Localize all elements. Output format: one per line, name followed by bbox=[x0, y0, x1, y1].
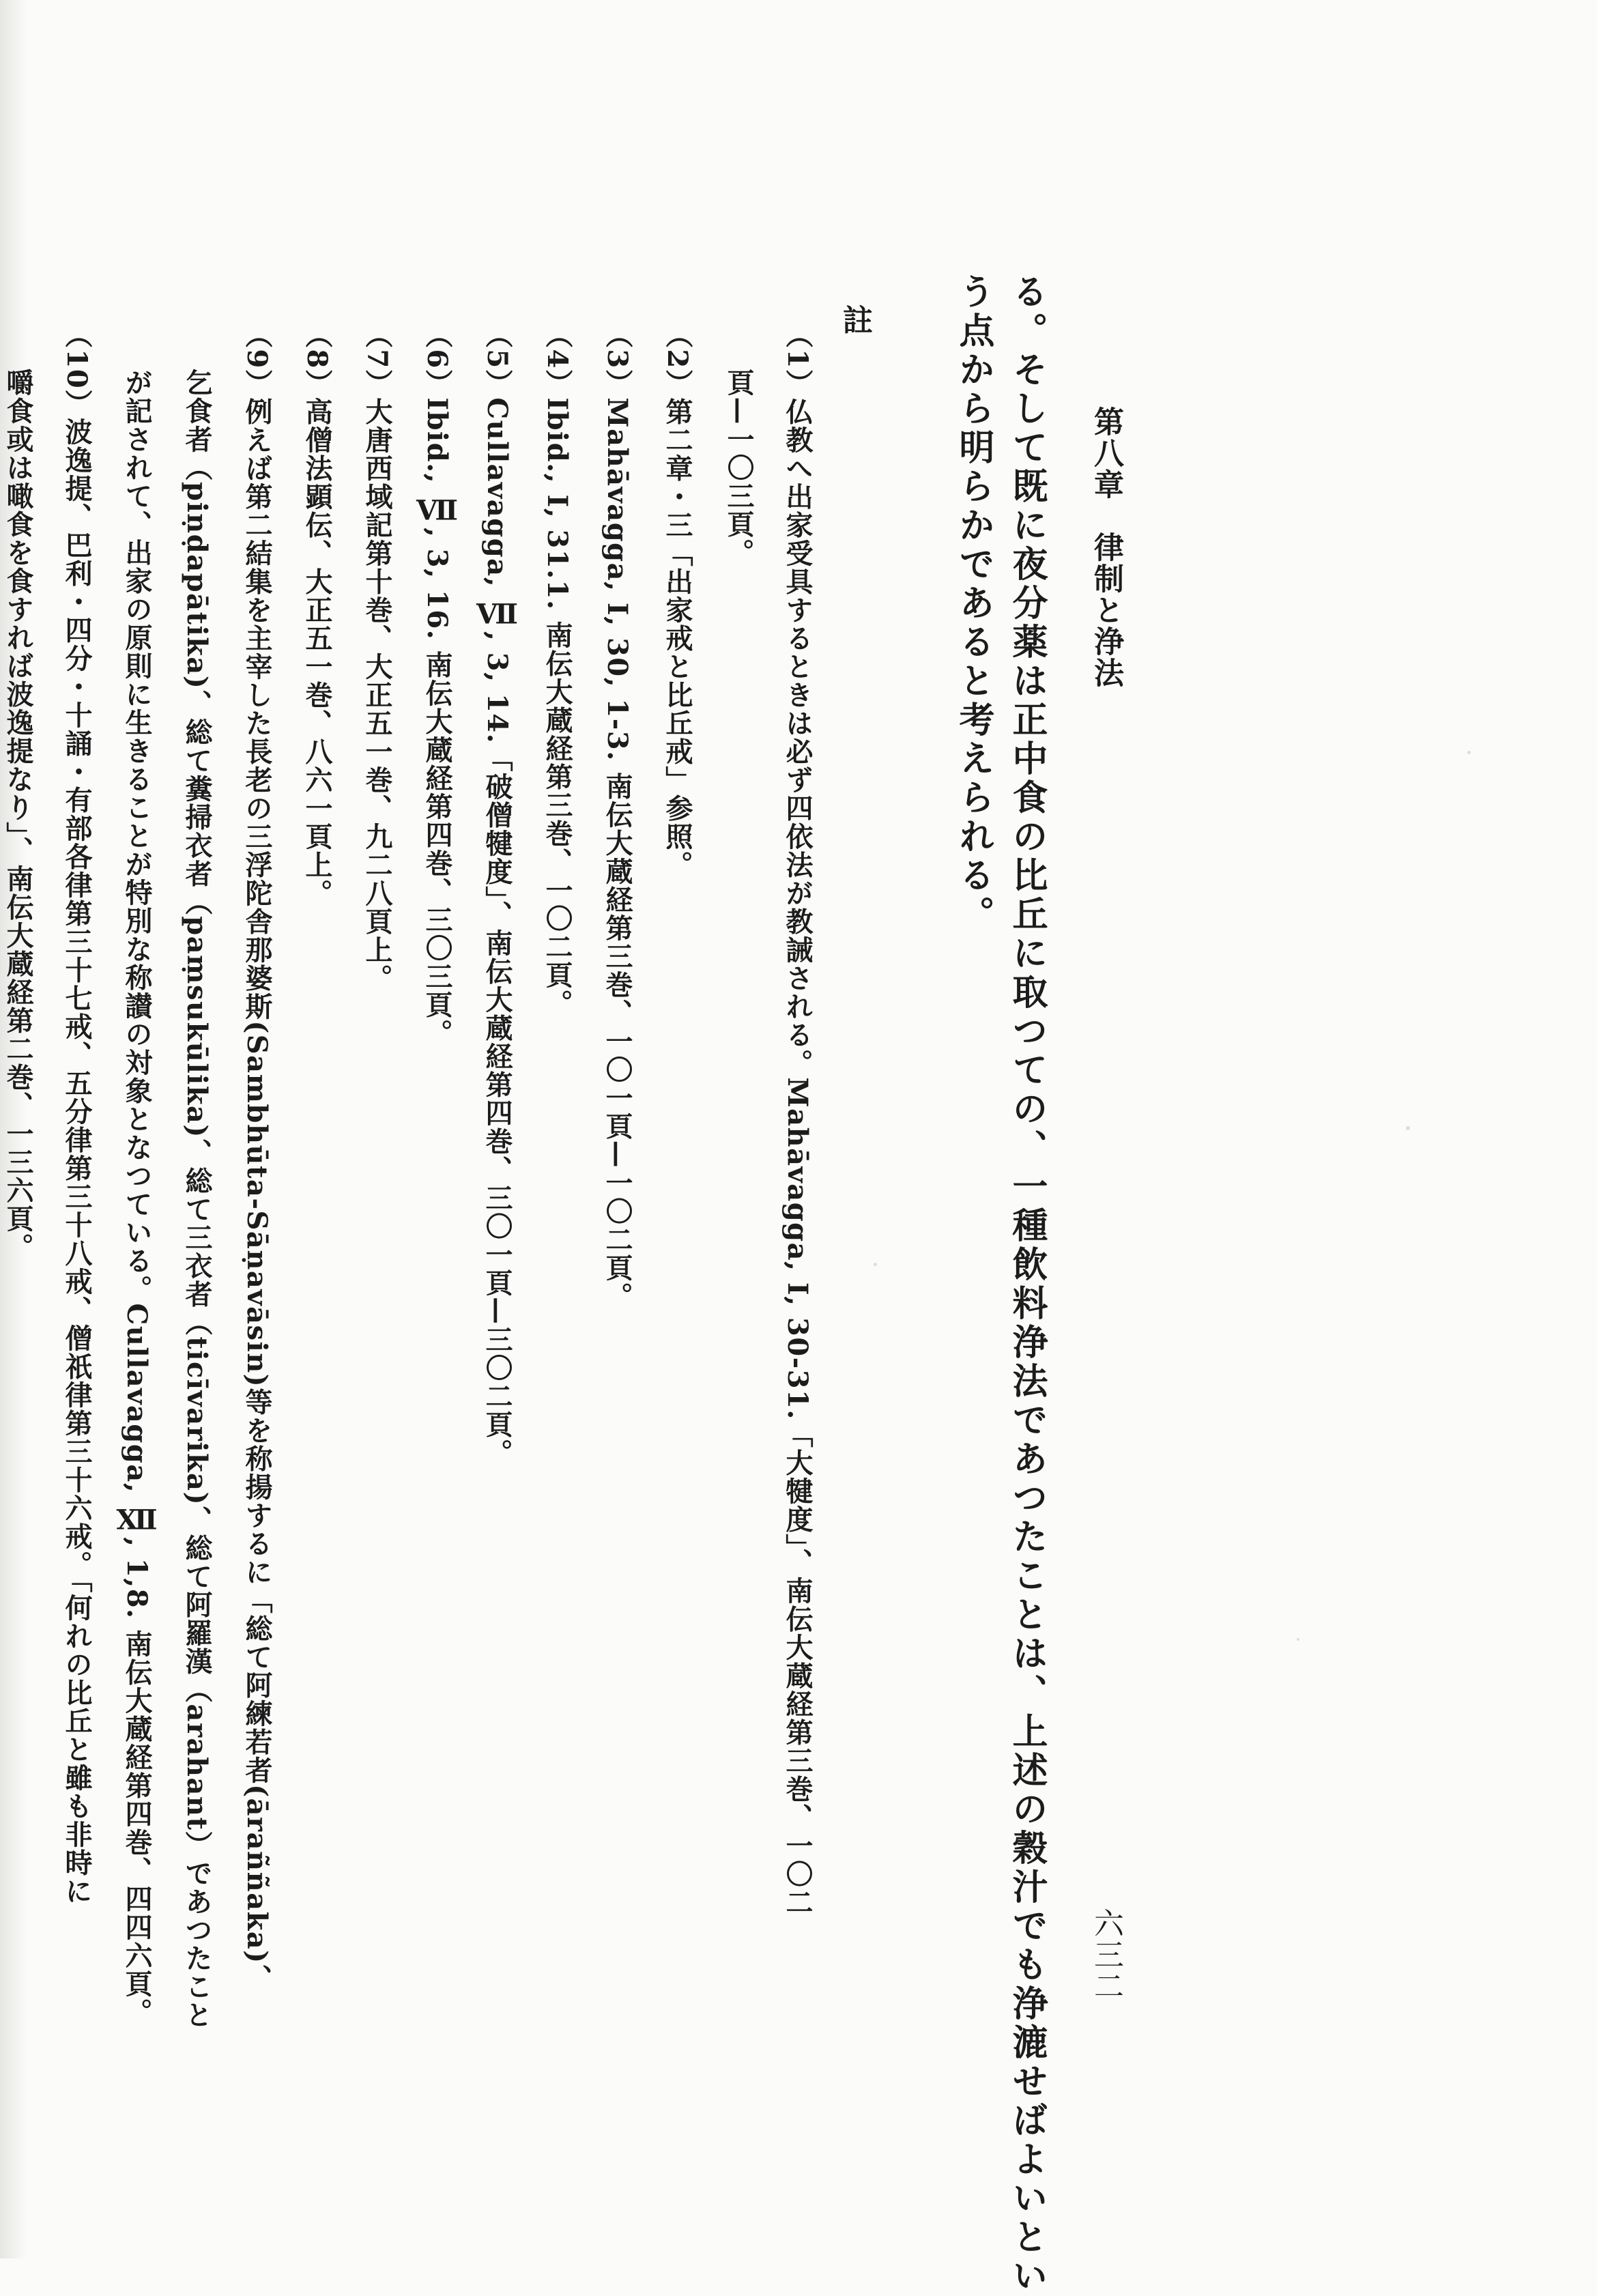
note-1-line-2: 頁—一〇三頁。 bbox=[723, 369, 755, 567]
note-1-line-1: （1）仏教へ出家受具するときは必ず四依法が教誡される。Mahāvagga, I, 30-31.「大犍度」、南伝大蔵経第三巻、一〇二 bbox=[781, 321, 814, 1917]
scan-speck bbox=[1467, 751, 1471, 754]
note-7: （7）大唐西域記第十巻、大正五一巻、九二八頁上。 bbox=[361, 321, 393, 992]
scan-speck bbox=[874, 1263, 877, 1266]
note-8: （8）高僧法顕伝、大正五一巻、八六一頁上。 bbox=[301, 321, 333, 908]
note-6: （6）Ibid., Ⅶ, 3, 16. 南伝大蔵経第四巻、三〇三頁。 bbox=[421, 321, 453, 1048]
notes-heading: 註 bbox=[837, 304, 872, 334]
note-5: （5）Cullavagga, Ⅶ, 3, 14.「破僧犍度」、南伝大蔵経第四巻、三〇一頁—三〇二頁。 bbox=[481, 321, 513, 1467]
note-9-line-1: （9）例えば第二結集を主宰した長老の三浮陀舎那婆斯(Sambhūta-Sāṇavāsin)等を称揚するに「総て阿練若者(āraññaka)、 bbox=[241, 321, 273, 1993]
note-3: （3）Mahāvagga, I, 30, 1-3. 南伝大蔵経第三巻、一〇一頁—一〇二頁。 bbox=[601, 321, 633, 1310]
note-10-line-1: （10）波逸提、巴利・四分・十誦・有部各律第三十七戒、五分律第三十八戒、僧祇律第三十六戒。「何れの比丘と雖も非時に bbox=[61, 321, 93, 1906]
body-line-1: る。そして既に夜分薬は正中食の比丘に取つての、一種飲料浄法であつたことは、上述の穀汁でも浄漉せばよいとい bbox=[1006, 273, 1048, 2296]
note-2: （2）第二章・三「出家戒と比丘戒」参照。 bbox=[661, 321, 693, 879]
note-10-line-2: 嚼食或は噉食を食すれば波逸提なり」、南伝大蔵経第二巻、一三六頁。 bbox=[2, 369, 34, 1261]
page-number: 六三二 bbox=[1089, 1908, 1123, 2002]
note-9-line-2: 乞食者（piṇḍapātika)、総て糞掃衣者（paṃsukūlika)、総て三衣者（ticīvarika)、総て阿羅漢（arahant）であつたこと bbox=[181, 369, 213, 2029]
scan-speck bbox=[1406, 1126, 1410, 1130]
chapter-header: 第八章 律制と浄法 bbox=[1089, 406, 1123, 689]
body-line-2: う点から明らかであると考えられる。 bbox=[953, 273, 994, 934]
note-4: （4）Ibid., I, 31.1. 南伝大蔵経第三巻、一〇二頁。 bbox=[541, 321, 573, 1018]
note-9-line-3: が記されて、出家の原則に生きることが特別な称讃の対象となつている。Cullavagga, Ⅻ, 1,8. 南伝大蔵経第四巻、四四六頁。 bbox=[121, 369, 153, 2026]
scan-speck bbox=[1297, 1638, 1299, 1641]
